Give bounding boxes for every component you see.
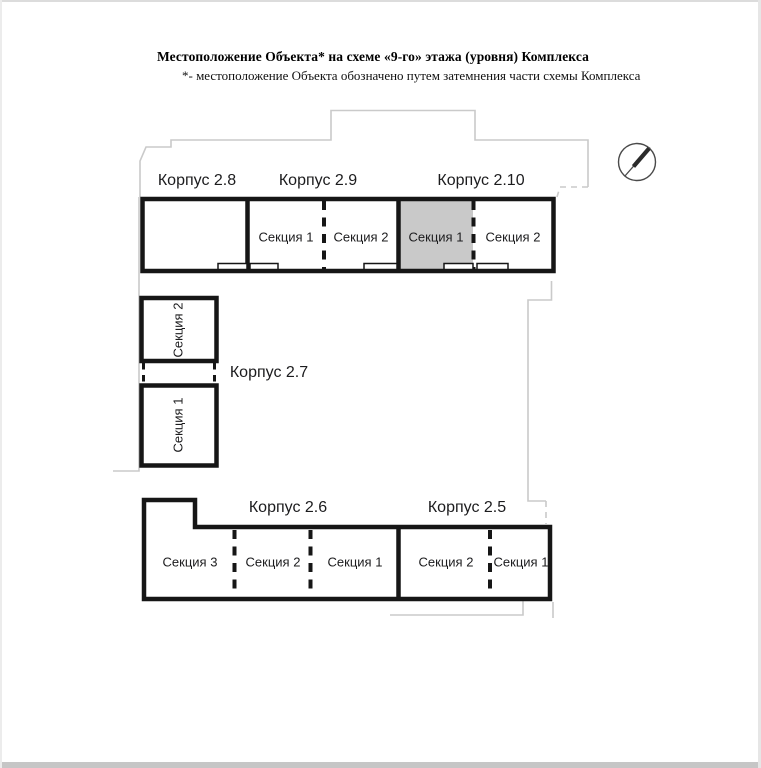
korpus-2-5-section-2-label: Секция 2 bbox=[418, 554, 474, 570]
korpus-2-10-section-2-label: Секция 2 bbox=[485, 229, 541, 245]
korpus-2-5-label: Корпус 2.5 bbox=[427, 499, 507, 516]
korpus-2-6-section-2-label: Секция 2 bbox=[245, 554, 301, 570]
korpus-2-7-section-2-label: Секция 2 bbox=[170, 302, 186, 358]
korpus-2-7-section-1-label: Секция 1 bbox=[170, 397, 186, 453]
korpus-2-9-section-1-label: Секция 1 bbox=[258, 229, 314, 245]
korpus-2-8-label: Корпус 2.8 bbox=[157, 172, 237, 189]
korpus-2-5-section-1-label: Секция 1 bbox=[493, 554, 549, 570]
north-arrow-icon bbox=[619, 144, 656, 181]
korpus-2-6-section-1-label: Секция 1 bbox=[327, 554, 383, 570]
korpus-2-10-label: Корпус 2.10 bbox=[437, 172, 525, 189]
korpus-2-6-section-3-label: Секция 3 bbox=[162, 554, 218, 570]
korpus-2-9-section-2-label: Секция 2 bbox=[333, 229, 389, 245]
korpus-2-10-section-1-label: Секция 1 bbox=[408, 229, 464, 245]
page-title: Местоположение Объекта* на схеме «9-го» этажа (уровня) Комплекса bbox=[157, 49, 589, 64]
korpus-2-6-label: Корпус 2.6 bbox=[248, 499, 328, 516]
korpus-2-7-label: Корпус 2.7 bbox=[229, 364, 309, 381]
korpus-2-9-label: Корпус 2.9 bbox=[278, 172, 358, 189]
page-footnote: *- местоположение Объекта обозначено путем затемнения части схемы Комплекса bbox=[182, 68, 641, 83]
